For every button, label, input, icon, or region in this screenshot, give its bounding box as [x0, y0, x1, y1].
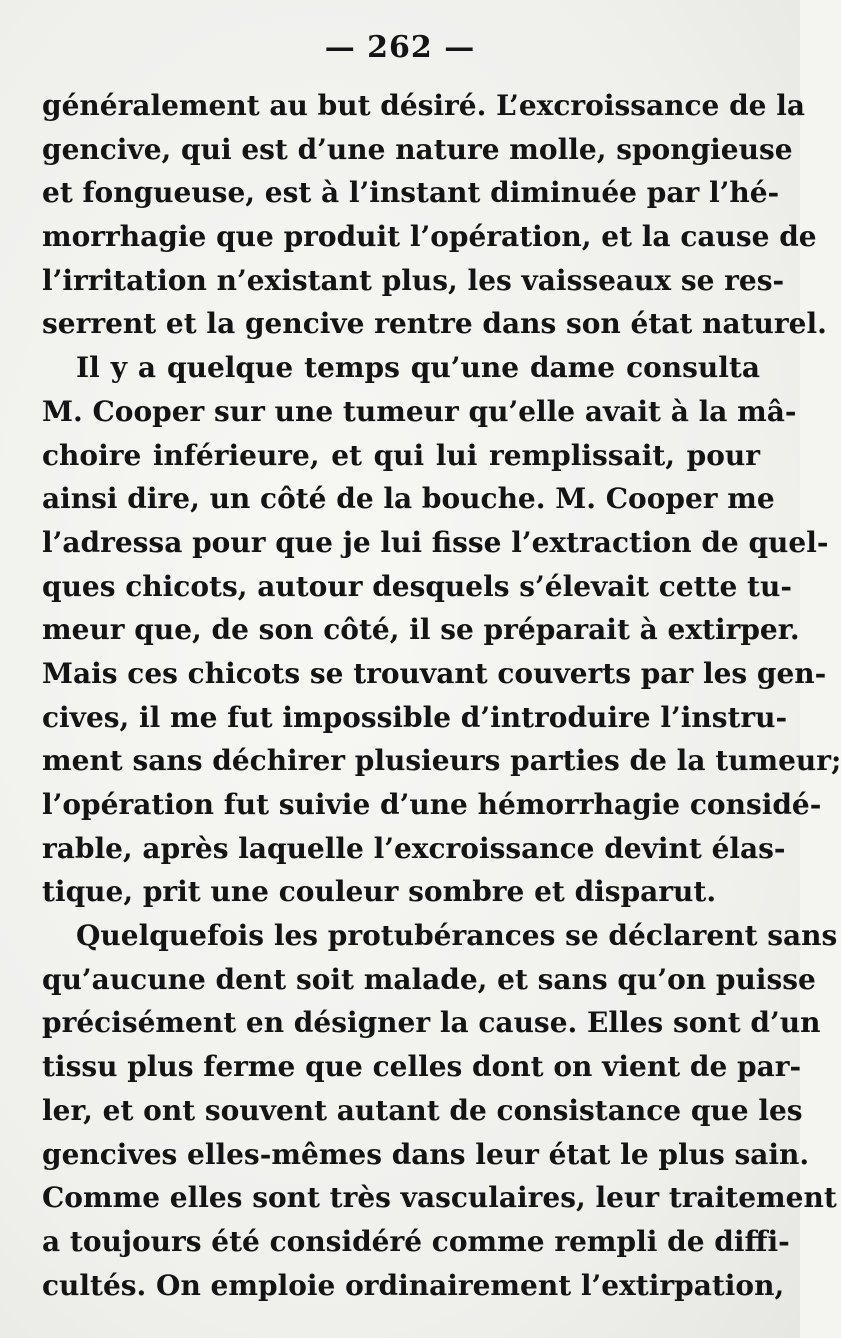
text-line: généralement au but désiré. L’excroissance de la: [42, 89, 806, 122]
text-line: cives, il me fut impossible d’introduire l’instru-: [42, 700, 788, 734]
page-text: [42, 84, 841, 1307]
text-line: ainsi dire, un côté de la bouche. M. Cooper me: [42, 482, 775, 516]
text-line: meur que, de son côté, il se préparait à extirper.: [42, 613, 800, 647]
text-line: l’irritation n’existant plus, les vaisseaux se res-: [42, 263, 785, 297]
text-line: et fongueuse, est à l’instant diminuée par l’hé-: [42, 176, 780, 210]
text-line: tique, prit une couleur sombre et disparut.: [42, 875, 717, 909]
text-line: Il y a quelque temps qu’une dame consulta: [76, 351, 760, 385]
text-line: qu’aucune dent soit malade, et sans qu’on puisse: [42, 962, 816, 996]
text-line: Comme elles sont très vasculaires, leur traitement: [42, 1181, 837, 1215]
text-line: l’adressa pour que je lui fisse l’extraction de quel-: [42, 525, 829, 559]
text-line: serrent et la gencive rentre dans son état naturel.: [42, 307, 827, 341]
paragraph-3: [42, 914, 838, 1307]
text-line: morrhagie que produit l’opération, et la cause de: [42, 220, 817, 254]
paragraph-1: [42, 84, 827, 346]
text-line: gencives elles-mêmes dans leur état le plus sain.: [42, 1137, 810, 1171]
paragraph-2: [42, 346, 841, 914]
text-line: rable, après laquelle l’excroissance devint élas-: [42, 831, 786, 865]
text-line: cultés. On emploie ordinairement l’extirpation,: [42, 1268, 785, 1302]
text-line: M. Cooper sur une tumeur qu’elle avait à la mâ-: [42, 394, 797, 428]
text-line: Quelquefois les protubérances se déclarent sans: [76, 919, 838, 953]
text-line: ment sans déchirer plusieurs parties de la tumeur;: [42, 744, 841, 778]
text-line: l’opération fut suivie d’une hémorrhagie considé-: [42, 788, 822, 821]
text-line: ler, et ont souvent autant de consistance que les: [42, 1093, 803, 1127]
text-line: Mais ces chicots se trouvant couverts par les gen-: [42, 656, 827, 690]
page-number: — 262 —: [324, 30, 476, 65]
text-line: a toujours été considéré comme rempli de diffi-: [42, 1224, 790, 1258]
text-line: gencive, qui est d’une nature molle, spongieuse: [42, 132, 793, 166]
text-line: tissu plus ferme que celles dont on vient de par-: [42, 1050, 802, 1084]
text-line: choire inférieure, et qui lui remplissait, pour: [42, 438, 760, 472]
text-line: précisément en désigner la cause. Elles sont d’un: [42, 1006, 821, 1040]
text-line: ques chicots, autour desquels s’élevait cette tu-: [42, 569, 792, 603]
